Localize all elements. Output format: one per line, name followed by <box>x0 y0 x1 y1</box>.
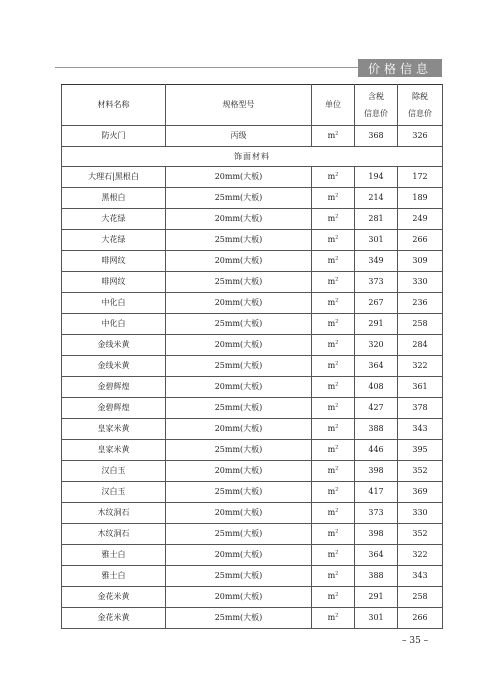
tax-included-price-cell: 267 <box>355 293 398 314</box>
unit-base: m <box>327 193 336 202</box>
unit-exponent: 2 <box>335 423 339 430</box>
tax-excluded-price-cell: 352 <box>398 461 443 482</box>
unit-base: m <box>327 508 336 517</box>
unit-cell <box>312 566 355 587</box>
tax-included-price-cell: 320 <box>355 335 398 356</box>
section-row <box>62 147 443 167</box>
table-row <box>62 126 443 147</box>
table-row <box>62 272 443 293</box>
column-header-tax-included <box>355 85 398 126</box>
material-name-cell: 黑根白 <box>62 188 166 209</box>
material-name-cell: 皇家米黄 <box>62 440 166 461</box>
table-body <box>62 126 443 629</box>
unit-exponent: 2 <box>335 612 339 619</box>
tax-included-price-cell: 446 <box>355 440 398 461</box>
unit-cell <box>312 167 355 188</box>
unit-cell <box>312 293 355 314</box>
tax-included-price-cell: 368 <box>355 126 398 147</box>
unit-cell <box>312 356 355 377</box>
tax-excluded-price-cell: 266 <box>398 608 443 629</box>
spec-cell: 25mm(大板) <box>166 398 312 419</box>
unit-exponent: 2 <box>335 528 339 535</box>
table-row <box>62 482 443 503</box>
spec-cell: 25mm(大板) <box>166 566 312 587</box>
unit-cell <box>312 377 355 398</box>
unit-cell <box>312 419 355 440</box>
tax-included-price-cell: 417 <box>355 482 398 503</box>
unit-exponent: 2 <box>335 234 339 241</box>
unit-exponent: 2 <box>335 486 339 493</box>
spec-cell: 25mm(大板) <box>166 440 312 461</box>
column-header-tax-excluded <box>398 85 443 126</box>
spec-cell: 20mm(大板) <box>166 587 312 608</box>
table-row <box>62 230 443 251</box>
header-rule <box>55 67 358 68</box>
spec-cell: 25mm(大板) <box>166 524 312 545</box>
table-row <box>62 545 443 566</box>
unit-cell <box>312 587 355 608</box>
unit-exponent: 2 <box>335 591 339 598</box>
unit-cell <box>312 524 355 545</box>
spec-cell: 20mm(大板) <box>166 377 312 398</box>
unit-exponent: 2 <box>335 192 339 199</box>
unit-exponent: 2 <box>335 360 339 367</box>
section-title-badge: 价格信息 <box>358 59 442 77</box>
unit-cell <box>312 440 355 461</box>
material-name-cell: 金碧辉煌 <box>62 377 166 398</box>
tax-included-price-cell: 194 <box>355 167 398 188</box>
spec-cell: 25mm(大板) <box>166 356 312 377</box>
spec-cell: 20mm(大板) <box>166 251 312 272</box>
tax-excluded-price-cell: 330 <box>398 272 443 293</box>
column-header-tax-included-line2: 信息价 <box>364 109 388 118</box>
tax-excluded-price-cell: 189 <box>398 188 443 209</box>
tax-excluded-price-cell: 249 <box>398 209 443 230</box>
unit-cell <box>312 209 355 230</box>
section-label: 饰面材料 <box>62 147 443 167</box>
column-header-name: 材料名称 <box>62 85 166 126</box>
table-row <box>62 587 443 608</box>
material-name-cell: 金花米黄 <box>62 608 166 629</box>
tax-included-price-cell: 388 <box>355 419 398 440</box>
unit-cell <box>312 272 355 293</box>
tax-excluded-price-cell: 284 <box>398 335 443 356</box>
unit-exponent: 2 <box>335 130 339 137</box>
tax-excluded-price-cell: 326 <box>398 126 443 147</box>
tax-included-price-cell: 388 <box>355 566 398 587</box>
tax-excluded-price-cell: 343 <box>398 419 443 440</box>
material-name-cell: 中化白 <box>62 314 166 335</box>
tax-excluded-price-cell: 322 <box>398 545 443 566</box>
tax-included-price-cell: 291 <box>355 314 398 335</box>
spec-cell: 20mm(大板) <box>166 335 312 356</box>
tax-excluded-price-cell: 266 <box>398 230 443 251</box>
table-row <box>62 188 443 209</box>
spec-cell: 20mm(大板) <box>166 293 312 314</box>
unit-base: m <box>327 466 336 475</box>
table-header-row <box>62 85 443 126</box>
table-row <box>62 314 443 335</box>
spec-cell: 20mm(大板) <box>166 419 312 440</box>
table-row <box>62 419 443 440</box>
unit-cell <box>312 335 355 356</box>
unit-exponent: 2 <box>335 549 339 556</box>
table-row <box>62 398 443 419</box>
material-name-cell: 啡网纹 <box>62 251 166 272</box>
spec-cell: 25mm(大板) <box>166 608 312 629</box>
table-row <box>62 377 443 398</box>
unit-exponent: 2 <box>335 213 339 220</box>
unit-cell <box>312 608 355 629</box>
spec-cell: 20mm(大板) <box>166 167 312 188</box>
tax-included-price-cell: 373 <box>355 503 398 524</box>
tax-included-price-cell: 398 <box>355 461 398 482</box>
spec-cell: 25mm(大板) <box>166 272 312 293</box>
spec-cell: 25mm(大板) <box>166 230 312 251</box>
unit-base: m <box>327 487 336 496</box>
unit-cell <box>312 188 355 209</box>
unit-base: m <box>327 340 336 349</box>
material-name-cell: 金线米黄 <box>62 356 166 377</box>
column-header-tax-excluded-line2: 信息价 <box>408 109 432 118</box>
table-row <box>62 608 443 629</box>
spec-cell: 20mm(大板) <box>166 503 312 524</box>
material-name-cell: 木纹洞石 <box>62 503 166 524</box>
tax-excluded-price-cell: 378 <box>398 398 443 419</box>
unit-exponent: 2 <box>335 465 339 472</box>
material-name-cell: 金线米黄 <box>62 335 166 356</box>
unit-cell <box>312 545 355 566</box>
unit-cell <box>312 230 355 251</box>
unit-base: m <box>327 172 336 181</box>
spec-cell: 20mm(大板) <box>166 461 312 482</box>
table-row <box>62 356 443 377</box>
tax-excluded-price-cell: 395 <box>398 440 443 461</box>
unit-base: m <box>327 445 336 454</box>
unit-cell <box>312 461 355 482</box>
unit-exponent: 2 <box>335 507 339 514</box>
unit-base: m <box>327 131 336 140</box>
unit-exponent: 2 <box>335 570 339 577</box>
page-number: – 35 – <box>402 636 429 646</box>
spec-cell: 20mm(大板) <box>166 209 312 230</box>
table-row <box>62 209 443 230</box>
tax-included-price-cell: 398 <box>355 524 398 545</box>
tax-excluded-price-cell: 258 <box>398 314 443 335</box>
material-name-cell: 啡网纹 <box>62 272 166 293</box>
table-row <box>62 335 443 356</box>
tax-included-price-cell: 364 <box>355 356 398 377</box>
material-name-cell: 木纹洞石 <box>62 524 166 545</box>
column-header-tax-included-line1: 含税 <box>368 92 384 101</box>
unit-base: m <box>327 382 336 391</box>
column-header-unit: 单位 <box>312 85 355 126</box>
spec-cell: 20mm(大板) <box>166 545 312 566</box>
material-name-cell: 中化白 <box>62 293 166 314</box>
table-row <box>62 167 443 188</box>
tax-included-price-cell: 373 <box>355 272 398 293</box>
column-header-tax-excluded-line1: 除税 <box>412 92 428 101</box>
unit-exponent: 2 <box>335 318 339 325</box>
table-row <box>62 461 443 482</box>
tax-excluded-price-cell: 343 <box>398 566 443 587</box>
table-row <box>62 293 443 314</box>
tax-included-price-cell: 364 <box>355 545 398 566</box>
spec-cell: 25mm(大板) <box>166 482 312 503</box>
unit-exponent: 2 <box>335 276 339 283</box>
unit-base: m <box>327 235 336 244</box>
unit-base: m <box>327 592 336 601</box>
material-name-cell: 汉白玉 <box>62 482 166 503</box>
unit-cell <box>312 251 355 272</box>
unit-cell <box>312 503 355 524</box>
unit-cell <box>312 482 355 503</box>
material-name-cell: 大花绿 <box>62 209 166 230</box>
unit-base: m <box>327 214 336 223</box>
unit-exponent: 2 <box>335 381 339 388</box>
material-name-cell: 防火门 <box>62 126 166 147</box>
tax-included-price-cell: 349 <box>355 251 398 272</box>
tax-excluded-price-cell: 369 <box>398 482 443 503</box>
unit-base: m <box>327 571 336 580</box>
unit-cell <box>312 314 355 335</box>
tax-included-price-cell: 408 <box>355 377 398 398</box>
tax-included-price-cell: 427 <box>355 398 398 419</box>
unit-base: m <box>327 298 336 307</box>
tax-excluded-price-cell: 330 <box>398 503 443 524</box>
table-row <box>62 566 443 587</box>
unit-base: m <box>327 319 336 328</box>
tax-excluded-price-cell: 322 <box>398 356 443 377</box>
unit-cell <box>312 398 355 419</box>
tax-included-price-cell: 301 <box>355 608 398 629</box>
unit-exponent: 2 <box>335 171 339 178</box>
material-name-cell: 雅士白 <box>62 566 166 587</box>
material-name-cell: 大花绿 <box>62 230 166 251</box>
table-row <box>62 524 443 545</box>
unit-cell <box>312 126 355 147</box>
unit-base: m <box>327 256 336 265</box>
unit-base: m <box>327 403 336 412</box>
tax-excluded-price-cell: 258 <box>398 587 443 608</box>
tax-excluded-price-cell: 352 <box>398 524 443 545</box>
unit-exponent: 2 <box>335 297 339 304</box>
table-row <box>62 503 443 524</box>
tax-included-price-cell: 301 <box>355 230 398 251</box>
tax-included-price-cell: 214 <box>355 188 398 209</box>
tax-included-price-cell: 291 <box>355 587 398 608</box>
unit-base: m <box>327 550 336 559</box>
spec-cell: 25mm(大板) <box>166 188 312 209</box>
column-header-spec: 规格型号 <box>166 85 312 126</box>
tax-included-price-cell: 281 <box>355 209 398 230</box>
unit-base: m <box>327 424 336 433</box>
unit-exponent: 2 <box>335 402 339 409</box>
table-row <box>62 440 443 461</box>
unit-base: m <box>327 361 336 370</box>
unit-base: m <box>327 613 336 622</box>
unit-base: m <box>327 529 336 538</box>
unit-exponent: 2 <box>335 444 339 451</box>
table-row <box>62 251 443 272</box>
tax-excluded-price-cell: 309 <box>398 251 443 272</box>
material-name-cell: 大理石|黑根白 <box>62 167 166 188</box>
material-name-cell: 汉白玉 <box>62 461 166 482</box>
tax-excluded-price-cell: 361 <box>398 377 443 398</box>
material-name-cell: 金花米黄 <box>62 587 166 608</box>
unit-exponent: 2 <box>335 339 339 346</box>
tax-excluded-price-cell: 172 <box>398 167 443 188</box>
unit-base: m <box>327 277 336 286</box>
tax-excluded-price-cell: 236 <box>398 293 443 314</box>
price-table <box>61 84 443 629</box>
material-name-cell: 雅士白 <box>62 545 166 566</box>
spec-cell: 丙级 <box>166 126 312 147</box>
spec-cell: 25mm(大板) <box>166 314 312 335</box>
material-name-cell: 皇家米黄 <box>62 419 166 440</box>
material-name-cell: 金碧辉煌 <box>62 398 166 419</box>
unit-exponent: 2 <box>335 255 339 262</box>
